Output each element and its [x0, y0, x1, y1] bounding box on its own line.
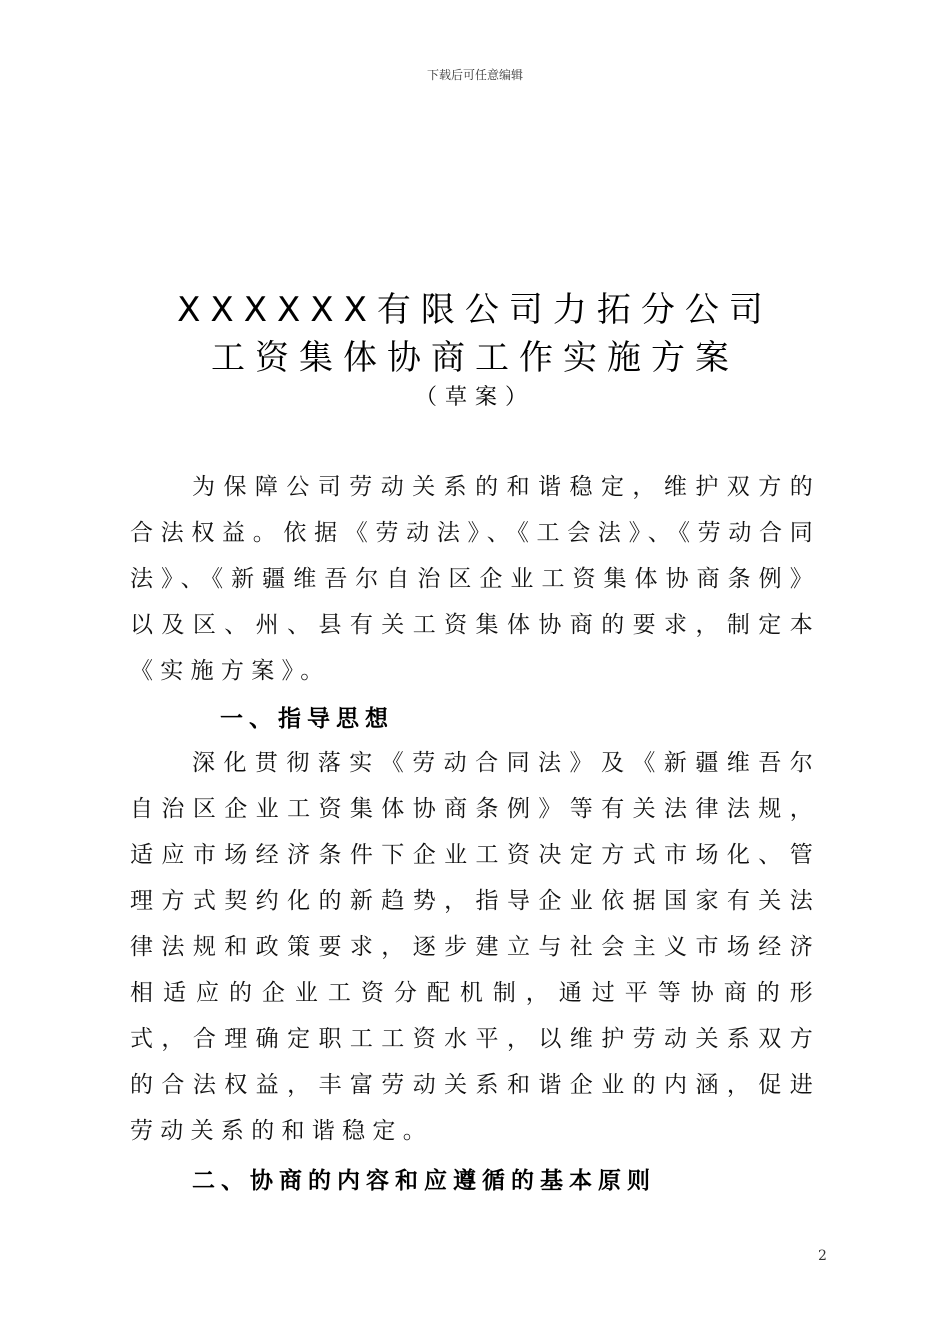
document-title-line-2: 工资集体协商工作实施方案	[211, 338, 739, 378]
header-note: 下载后可任意编辑	[426, 68, 523, 82]
page-number: 2	[818, 1248, 827, 1264]
guiding-ideology-paragraph: 深化贯彻落实《劳动合同法》及《新疆维吾尔自治区企业工资集体协商条例》等有关法律法规，适应市场经济条件下企业工资决定方式市场化、管理方式契约化的新趋势，指导企业依据国家有关法律法规和政策要求，逐步建立与社会主义市场经济相适应的企业工资分配机制，通过平等协商的形式，合理确定职工工资水平，以维护劳动关系双方的合法权益，丰富劳动关系和谐企业的内涵，促进劳动关系的和谐稳定。	[130, 750, 820, 1144]
section-heading-guiding-ideology: 一、指导思想	[220, 706, 394, 732]
intro-paragraph: 为保障公司劳动关系的和谐稳定，维护双方的合法权益。依据《劳动法》、《工会法》、《劳动合同法》、《新疆维吾尔自治区企业工资集体协商条例》以及区、州、县有关工资集体协商的要求，制定本《实施方案》。	[130, 474, 820, 684]
section-heading-negotiation-principles: 二、协商的内容和应遵循的基本原则	[192, 1168, 656, 1194]
document-title-line-1: XXXXXX有限公司力拓分公司	[177, 290, 773, 330]
document-subtitle: （草案）	[414, 385, 535, 410]
